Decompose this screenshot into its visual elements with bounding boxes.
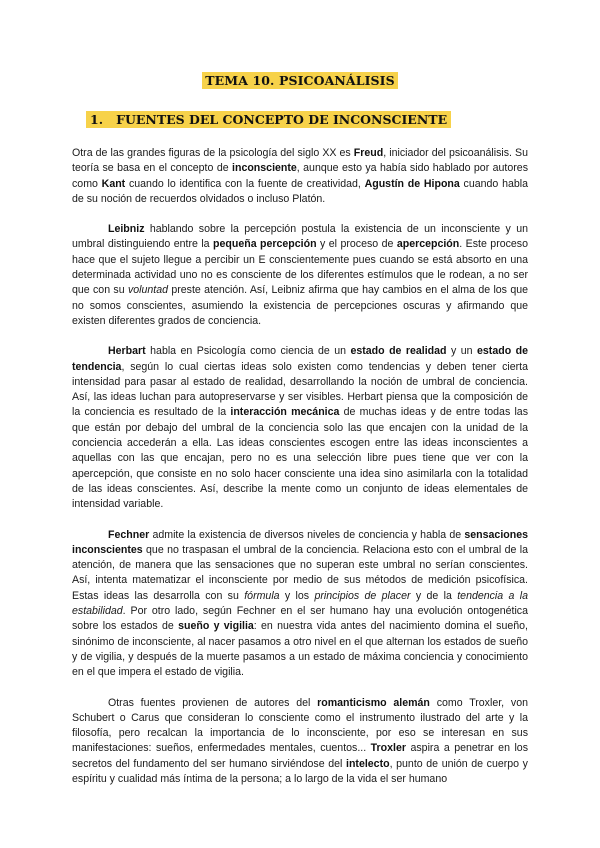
text-run: , iniciador del psicoanálisis. Su teoría se basa en el concepto de xyxy=(72,147,528,175)
italic-term-tendencia-estabilidad: tendencia a la estabilidad xyxy=(72,589,529,618)
text-run: . Por otro lado, según Fechner en el ser humano hay una evolución ontogenética sobre los estados de xyxy=(72,605,528,633)
bold-term-apercepcion: apercepción xyxy=(396,238,460,251)
bold-term-fechner: Fechner xyxy=(108,528,150,541)
text-run: , según lo cual ciertas ideas solo existen como tendencias y deben tener cierta intensidad para pasar al estado de realidad, desarrollando la noción de umbral de conciencia. Así, las ideas luchan para autopreservarse y ser visibles. Herbart piensa que la composición de la conciencia es resultado de la xyxy=(72,360,528,419)
text-run: admite la existencia de diversos niveles de conciencia y habla de xyxy=(149,528,465,541)
text-run: y los xyxy=(279,589,315,602)
text-run: aspira a penetrar en los secretos del fundamento del ser humano sirviéndose del xyxy=(72,742,528,770)
bold-term-estado-tendencia: estado de tendencia xyxy=(72,345,528,373)
document-title: TEMA 10. PSICOANÁLISIS xyxy=(202,72,398,89)
bold-term-herbart: Herbart xyxy=(108,345,146,358)
paragraph-romanticismo xyxy=(72,696,528,788)
text-run: y el proceso de xyxy=(316,238,397,251)
paragraph-herbart xyxy=(72,344,528,512)
italic-term-formula: fórmula xyxy=(244,589,280,602)
text-run: y un xyxy=(446,345,478,358)
bold-term-inconsciente: inconsciente xyxy=(232,162,297,175)
text-run: que no traspasan el umbral de la conciencia. Relaciona esto con el umbral de la atención, de manera que las sensaciones que no superan este umbral no serían conscientes. Así, intenta matematizar el inconsciente por medio de sus métodos de medición psicofísica. Estas ideas las desarrolla con su xyxy=(72,543,528,602)
text-run: habla en Psicología como ciencia de un xyxy=(145,345,351,358)
bold-term-romanticismo-aleman: romanticismo alemán xyxy=(317,696,430,709)
text-run: y de la xyxy=(410,589,458,602)
bold-term-troxler: Troxler xyxy=(370,742,406,755)
italic-term-voluntad: voluntad xyxy=(127,284,169,297)
bold-term-interaccion-mecanica: interacción mecánica xyxy=(230,406,340,419)
text-run: , aunque esto ya había sido hablado por autores como xyxy=(72,162,528,190)
title-container xyxy=(0,72,600,90)
text-run: como Troxler, von Schubert o Carus que consideran lo consciente como el instrumento ilustrado del arte y la filosofía, pero recalcan la importancia de lo inconsciente, por eso se interesan en sus manifestaciones: sueños, enfermedades mentales, cuentos... xyxy=(72,696,528,755)
text-run: : en nuestra vida antes del nacimiento domina el sueño, sinónimo de inconsciente, al nacer pasamos a otro nivel en el que alternan los estados de sueño y de vigilia, y después de la muerte pasamos a un estado de máxima conciencia y conocimiento en el que impera el estado de vigilia. xyxy=(72,620,528,679)
bold-term-kant: Kant xyxy=(101,177,126,190)
section-container xyxy=(86,111,451,129)
text-run: Otra de las grandes figuras de la psicología del siglo XX es xyxy=(72,147,354,159)
text-run: . Este proceso hace que el sujeto llegue a percibir un E conscientemente pues cuando se está absorto en una determinada actividad uno no es consciente de los diferentes estímulos que le rodean, a no ser que con su xyxy=(72,238,529,297)
bold-term-sueno-vigilia: sueño y vigilia xyxy=(178,620,254,633)
bold-term-agustin: Agustín de Hipona xyxy=(364,177,460,190)
bold-term-leibniz: Leibniz xyxy=(108,223,145,236)
bold-term-freud: Freud xyxy=(353,147,384,159)
text-run: hablando sobre la percepción postula la existencia de un inconsciente y un umbral distinguiendo entre la xyxy=(72,223,528,251)
text-run: preste atención. Así, Leibniz afirma que hay cambios en el alma de los que no somos conscientes, asumiendo la existencia de percepciones oscuras y afirmando que existen diferentes grados de conciencia. xyxy=(72,284,528,327)
paragraph-intro-freud xyxy=(72,146,528,207)
bold-term-intelecto: intelecto xyxy=(346,757,390,770)
bold-term-estado-realidad: estado de realidad xyxy=(350,345,447,358)
section-heading: 1. FUENTES DEL CONCEPTO DE INCONSCIENTE xyxy=(86,111,451,128)
italic-term-principios-placer: principios de placer xyxy=(314,589,411,602)
bold-term-sensaciones-inconscientes: sensaciones inconscientes xyxy=(72,528,528,556)
text-run: , punto de unión de cuerpo y espíritu y cualidad más íntima de la persona; a lo largo de la vida el ser humano xyxy=(72,757,528,785)
paragraph-leibniz xyxy=(72,222,528,329)
paragraph-fechner xyxy=(72,528,528,681)
bold-term-pequena-percepcion: pequeña percepción xyxy=(213,238,317,251)
text-run: de muchas ideas y de entre todas las que están por debajo del umbral de la conciencia solo las que encajen con la unidad de la conciencia accederán a ella. Las ideas conscientes escogen entre las ideas inconscientes a aquellas con las que encajan, pero no es una selección libre pues tiene que ver con la apercepción, que consiste en no solo hacer consciente una idea sino asimilarla con la totalidad de las ideas conscientes. Así, describe la mente como un conjunto de ideas elementales de intensidad variable. xyxy=(72,406,528,511)
text-run: Otras fuentes provienen de autores del xyxy=(108,696,318,709)
document-body xyxy=(72,146,528,802)
text-run: cuando lo identifica con la fuente de creatividad, xyxy=(125,177,365,190)
text-run: cuando habla de su noción de recuerdos olvidados o incluso Platón. xyxy=(72,177,528,205)
